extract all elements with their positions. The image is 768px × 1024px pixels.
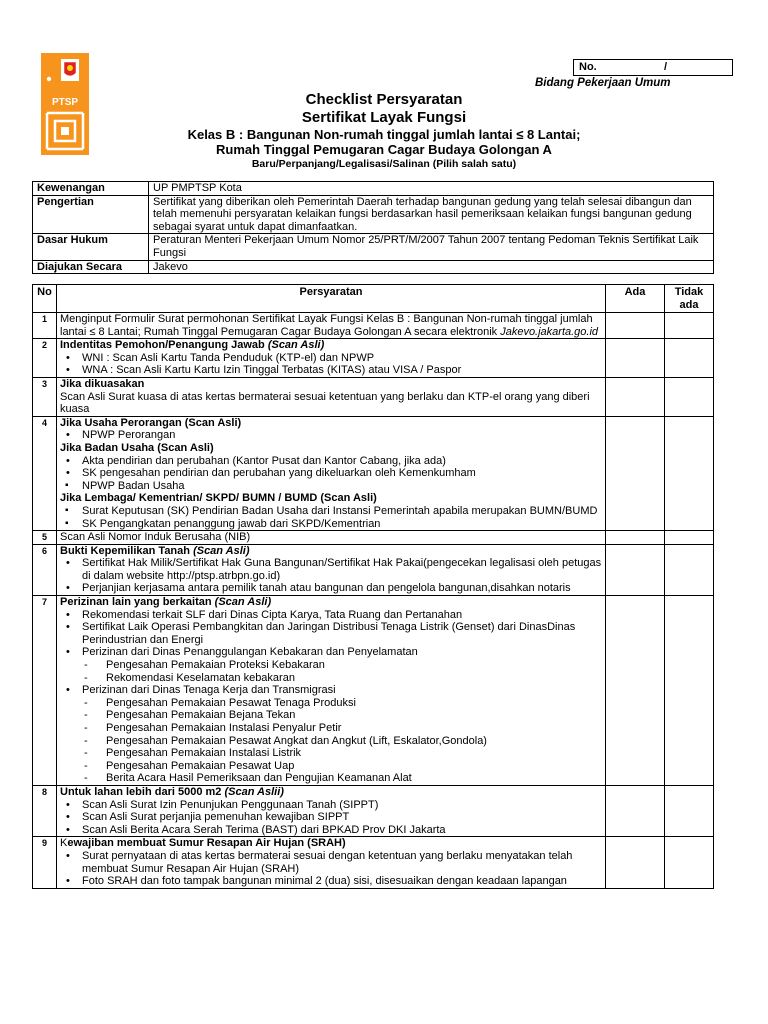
info-row-pengertian	[33, 195, 714, 234]
ada-checkbox[interactable]	[606, 531, 665, 545]
requirement-cell: Jika dikuasakan Scan Asli Surat kuasa di atas kertas bermaterai sesuai ketentuan yang berlaku dan KTP-el orang yang diberi kuasa	[57, 377, 606, 416]
table-row	[33, 339, 714, 378]
ada-checkbox[interactable]	[606, 313, 665, 339]
row-number: 2	[33, 339, 57, 378]
dasar-hukum-value: Peraturan Menteri Pekerjaan Umum Nomor 25/PRT/M/2007 Tahun 2007 tentang Pedoman Teknis Sertifikat Laik Fungsi	[149, 234, 714, 260]
table-row	[33, 416, 714, 530]
requirement-cell: Untuk lahan lebih dari 5000 m2 (Scan Aslii) • Scan Asli Surat Izin Penunjukan Penggunaan Tanah (SIPPT) • Scan Asli Surat perjanjia pemenuhan kewajiban SIPPT • Scan Asli Berita Acara Serah Terima (BAST) dari BPKAD Prov DKI Jakarta	[57, 785, 606, 836]
kewenangan-label: Kewenangan	[33, 182, 149, 196]
tidak-ada-checkbox[interactable]	[665, 596, 714, 786]
dasar-hukum-label: Dasar Hukum	[33, 234, 149, 260]
info-row-dasar-hukum	[33, 234, 714, 260]
ada-checkbox[interactable]	[606, 837, 665, 888]
row-number: 4	[33, 416, 57, 530]
list-item: • Scan Asli Berita Acara Serah Terima (BAST) dari BPKAD Prov DKI Jakarta	[60, 824, 602, 837]
list-subitem: - Pengesahan Pemakaian Proteksi Kebakaran	[60, 659, 602, 672]
row-number: 1	[33, 313, 57, 339]
diajukan-value: Jakevo	[149, 260, 714, 274]
table-header	[33, 285, 714, 313]
list-subitem: - Pengesahan Pemakaian Bejana Tekan	[60, 709, 602, 722]
pengertian-value: Sertifikat yang diberikan oleh Pemerintah Daerah terhadap bangunan gedung yang telah selesai dibangun dan telah memenuhi persyaratan kelaikan fungsi berdasarkan hasil pemeriksaan kelaikan fungsi bangunan gedung sebagai syarat untuk dapat dimanfaatkan.	[149, 195, 714, 234]
requirement-cell: Kewajiban membuat Sumur Resapan Air Hujan (SRAH) • Surat pernyataan di atas kertas bermaterai sesuai dengan ketentuan yang berlaku menyatakan telah membuat Sumur Resapan Air Hujan (SRAH) • Foto SRAH dan foto tampak bangunan minimal 2 (dua) sisi, disesuaikan dengan keadaan lapangan	[57, 837, 606, 888]
list-item: • Perjanjian kerjasama antara pemilik tanah atau bangunan dan pengelola bangunan,disahkan notaris	[60, 582, 602, 595]
info-table	[32, 181, 714, 274]
list-item: • Rekomendasi terkait SLF dari Dinas Cipta Karya, Tata Ruang dan Pertanahan	[60, 609, 602, 622]
table-row	[33, 837, 714, 888]
page-subtitle: Sertifikat Layak Fungsi	[301, 109, 467, 126]
list-item: • Scan Asli Surat perjanjia pemenuhan kewajiban SIPPT	[60, 811, 602, 824]
tidak-ada-checkbox[interactable]	[665, 339, 714, 378]
requirement-cell: Bukti Kepemilikan Tanah (Scan Asli) • Sertifikat Hak Milik/Sertifikat Hak Guna Bangunan/Sertifikat Hak Pakai(pengecekan legalisasi oleh petugas di dalam website http://ptsp.atrbpn.go.id) • Perjanjian kerjasama antara pemilik tanah atau bangunan dan pengelola bangunan,disahkan notaris	[57, 544, 606, 595]
col-no: No	[33, 285, 57, 313]
requirement-cell: Scan Asli Nomor Induk Berusaha (NIB)	[57, 531, 606, 545]
table-row	[33, 596, 714, 786]
tidak-ada-checkbox[interactable]	[665, 313, 714, 339]
list-subitem: - Pengesahan Pemakaian Pesawat Tenaga Produksi	[60, 697, 602, 710]
col-tidak-ada: Tidak ada	[665, 285, 714, 313]
list-item: • WNA : Scan Asli Kartu Kartu Izin Tinggal Terbatas (KITAS) atau VISA / Paspor	[60, 364, 602, 377]
info-row-diajukan	[33, 260, 714, 274]
row-number: 9	[33, 837, 57, 888]
list-subitem: - Berita Acara Hasil Pemeriksaan dan Pengujian Keamanan Alat	[60, 772, 602, 785]
list-item: • Surat pernyataan di atas kertas bermaterai sesuai dengan ketentuan yang berlaku menyatakan telah membuat Sumur Resapan Air Hujan (SRAH)	[60, 850, 602, 875]
list-subitem: - Pengesahan Pemakaian Pesawat Uap	[60, 760, 602, 773]
requirement-cell: Jika Usaha Perorangan (Scan Asli) • NPWP Perorangan Jika Badan Usaha (Scan Asli) • Akta pendirian dan perubahan (Kantor Pusat dan Kantor Cabang, jika ada) • SK pengesahan pendirian dan perubahan yang dikeluarkan oleh Kemenkumham ▪ NPWP Badan Usaha Jika Lembaga/ Kementrian/ SKPD/ BUMN / BUMD (Scan Asli) ▪ Surat Keputusan (SK) Pendirian Badan Usaha dari Instansi Pemerintah apabila merupakan BUMN/BUMD ▪ SK Pengangkatan penanggung jawab dari SKPD/Kementrian	[57, 416, 606, 530]
variant-note: Baru/Perpanjang/Legalisasi/Salinan (Pilih salah satu)	[251, 158, 517, 170]
list-item: • Perizinan dari Dinas Penanggulangan Kebakaran dan Penyelamatan	[60, 646, 602, 659]
list-item: • Foto SRAH dan foto tampak bangunan minimal 2 (dua) sisi, disesuaikan dengan keadaan lapangan	[60, 875, 602, 888]
list-item: ▪ SK Pengangkatan penanggung jawab dari SKPD/Kementrian	[60, 518, 602, 531]
table-row	[33, 377, 714, 416]
ada-checkbox[interactable]	[606, 377, 665, 416]
col-persyaratan: Persyaratan	[57, 285, 606, 313]
kewenangan-value: UP PMPTSP Kota	[149, 182, 714, 196]
list-item: • Akta pendirian dan perubahan (Kantor Pusat dan Kantor Cabang, jika ada)	[60, 455, 602, 468]
list-item: • WNI : Scan Asli Kartu Tanda Penduduk (KTP-el) dan NPWP	[60, 352, 602, 365]
tidak-ada-checkbox[interactable]	[665, 531, 714, 545]
class-title-2: Rumah Tinggal Pemugaran Cagar Budaya Golongan A	[216, 142, 552, 157]
table-row	[33, 313, 714, 339]
ada-checkbox[interactable]	[606, 596, 665, 786]
pengertian-label: Pengertian	[33, 195, 149, 234]
tidak-ada-checkbox[interactable]	[665, 837, 714, 888]
tidak-ada-checkbox[interactable]	[665, 785, 714, 836]
requirements-table	[32, 284, 714, 889]
list-item: • SK pengesahan pendirian dan perubahan yang dikeluarkan oleh Kemenkumham	[60, 467, 602, 480]
table-row	[33, 531, 714, 545]
list-item: • Sertifikat Laik Operasi Pembangkitan dan Jaringan Distribusi Tenaga Listrik (Genset) dari DinasDinas Perindustrian dan Energi	[60, 621, 602, 646]
row-number: 3	[33, 377, 57, 416]
list-subitem: - Rekomendasi Keselamatan kebakaran	[60, 672, 602, 685]
info-row-kewenangan	[33, 182, 714, 196]
bidang-label: Bidang Pekerjaan Umum	[535, 77, 671, 89]
row-number: 8	[33, 785, 57, 836]
requirement-cell: Perizinan lain yang berkaitan (Scan Asli) • Rekomendasi terkait SLF dari Dinas Cipta Karya, Tata Ruang dan Pertanahan • Sertifikat Laik Operasi Pembangkitan dan Jaringan Distribusi Tenaga Listrik (Genset) dari DinasDinas Perindustrian dan Energi • Perizinan dari Dinas Penanggulangan Kebakaran dan Penyelamatan - Pengesahan Pemakaian Proteksi Kebakaran - Rekomendasi Keselamatan kebakaran • Perizinan dari Dinas Tenaga Kerja dan Transmigrasi - Pengesahan Pemakaian Pesawat Tenaga Produksi - Pengesahan Pemakaian Bejana Tekan - Pengesahan Pemakaian Instalasi Penyalur Petir - Pengesahan Pemakaian Pesawat Angkat dan Angkut (Lift, Eskalator,Gondola) - Pengesahan Pemakaian Instalasi Listrik - Pengesahan Pemakaian Pesawat Uap - Berita Acara Hasil Pemeriksaan dan Pengujian Keamanan Alat	[57, 596, 606, 786]
tidak-ada-checkbox[interactable]	[665, 377, 714, 416]
table-row	[33, 544, 714, 595]
list-subitem: - Pengesahan Pemakaian Pesawat Angkat dan Angkut (Lift, Eskalator,Gondola)	[60, 735, 602, 748]
row-number: 5	[33, 531, 57, 545]
list-item: • Sertifikat Hak Milik/Sertifikat Hak Guna Bangunan/Sertifikat Hak Pakai(pengecekan legalisasi oleh petugas di dalam website http://ptsp.atrbpn.go.id)	[60, 557, 602, 582]
tidak-ada-checkbox[interactable]	[665, 416, 714, 530]
list-subitem: - Pengesahan Pemakaian Instalasi Listrik	[60, 747, 602, 760]
row-number: 6	[33, 544, 57, 595]
list-item: • Scan Asli Surat Izin Penunjukan Penggunaan Tanah (SIPPT)	[60, 799, 602, 812]
tidak-ada-checkbox[interactable]	[665, 544, 714, 595]
row-number: 7	[33, 596, 57, 786]
list-subitem: - Pengesahan Pemakaian Instalasi Penyalur Petir	[60, 722, 602, 735]
requirement-cell: Indentitas Pemohon/Penangung Jawab (Scan Asli) • WNI : Scan Asli Kartu Tanda Penduduk (KTP-el) dan NPWP • WNA : Scan Asli Kartu Kartu Izin Tinggal Terbatas (KITAS) atau VISA / Paspor	[57, 339, 606, 378]
list-item: • Perizinan dari Dinas Tenaga Kerja dan Transmigrasi	[60, 684, 602, 697]
number-label: No.	[579, 61, 597, 73]
ada-checkbox[interactable]	[606, 785, 665, 836]
list-item: • NPWP Perorangan	[60, 429, 602, 442]
ada-checkbox[interactable]	[606, 416, 665, 530]
svg-text:PTSP: PTSP	[51, 97, 79, 108]
table-row	[33, 785, 714, 836]
class-title: Kelas B : Bangunan Non-rumah tinggal jumlah lantai ≤ 8 Lantai;	[187, 127, 581, 142]
col-ada: Ada	[606, 285, 665, 313]
number-box	[573, 59, 733, 76]
diajukan-label: Diajukan Secara	[33, 260, 149, 274]
ada-checkbox[interactable]	[606, 339, 665, 378]
number-slash: /	[664, 61, 668, 73]
page-title: Checklist Persyaratan	[305, 91, 463, 108]
list-item: ▪ NPWP Badan Usaha	[60, 480, 602, 493]
ada-checkbox[interactable]	[606, 544, 665, 595]
list-item: ▪ Surat Keputusan (SK) Pendirian Badan Usaha dari Instansi Pemerintah apabila merupakan BUMN/BUMD	[60, 505, 602, 518]
requirement-cell: Menginput Formulir Surat permohonan Sertifikat Layak Fungsi Kelas B : Bangunan Non-rumah tinggal jumlah lantai ≤ 8 Lantai; Rumah Tinggal Pemugaran Cagar Budaya Golongan A secara elektronik Jakevo.jakarta.go.id	[57, 313, 606, 339]
